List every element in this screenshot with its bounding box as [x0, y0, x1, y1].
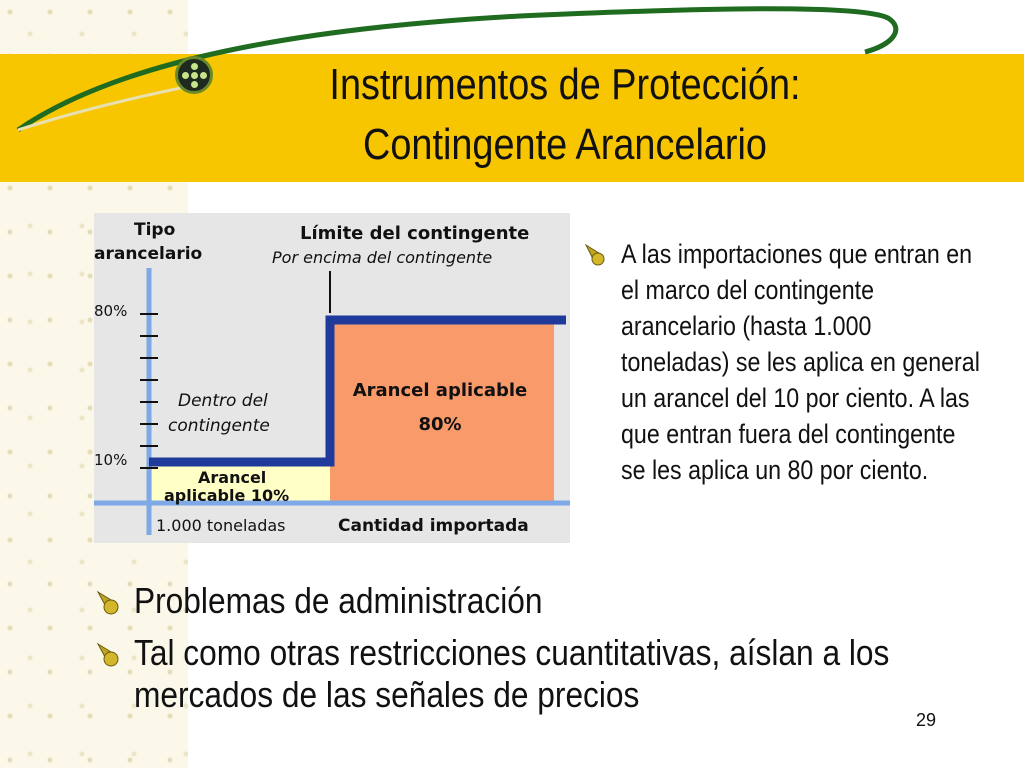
slide-title-line2: Contingente Arancelario [363, 120, 767, 169]
right-bullet-text: A las importaciones que entran en el marco del contingente arancelario (hasta 1.000 toneladas) se les aplica en general un arancel del 10 por ciento. A las que entran fuera del contingente se les aplica un 80 por ciento. [621, 239, 980, 485]
bullet-icon [584, 243, 608, 267]
y-tick-10: 10% [94, 451, 128, 469]
out-quota-tariff-label-line2: 80% [418, 414, 462, 435]
y-axis-title-line1: Tipo [134, 220, 176, 240]
quota-subtitle: Por encima del contingente [272, 248, 493, 267]
x-tick-quota: 1.000 toneladas [156, 516, 286, 535]
slide-title-line1: Instrumentos de Protección: [329, 60, 801, 109]
y-tick-80: 80% [94, 302, 128, 320]
x-axis-title: Cantidad importada [338, 516, 529, 536]
out-quota-area [330, 320, 554, 503]
y-axis-title-line2: arancelario [94, 244, 203, 264]
out-quota-tariff-label-line1: Arancel aplicable [352, 380, 528, 401]
quota-title: Límite del contingente [300, 223, 530, 244]
page-number: 29 [916, 710, 937, 730]
within-quota-label-line2: contingente [168, 416, 270, 436]
in-quota-tariff-label-line2: aplicable 10% [164, 486, 290, 505]
logo-icon [175, 56, 213, 94]
bullet-quantitative-restrictions-line2: mercados de las señales de precios [134, 674, 640, 715]
bullet-icon [96, 590, 122, 616]
bullet-administration: Problemas de administración [134, 580, 543, 621]
within-quota-label-line1: Dentro del [178, 391, 268, 411]
bullet-icon [96, 642, 122, 668]
in-quota-tariff-label-line1: Arancel [198, 468, 267, 487]
chart-svg [94, 213, 570, 543]
tariff-quota-chart [94, 213, 570, 548]
bullet-quantitative-restrictions-line1: Tal como otras restricciones cuantitativas, aíslan a los [134, 632, 890, 673]
